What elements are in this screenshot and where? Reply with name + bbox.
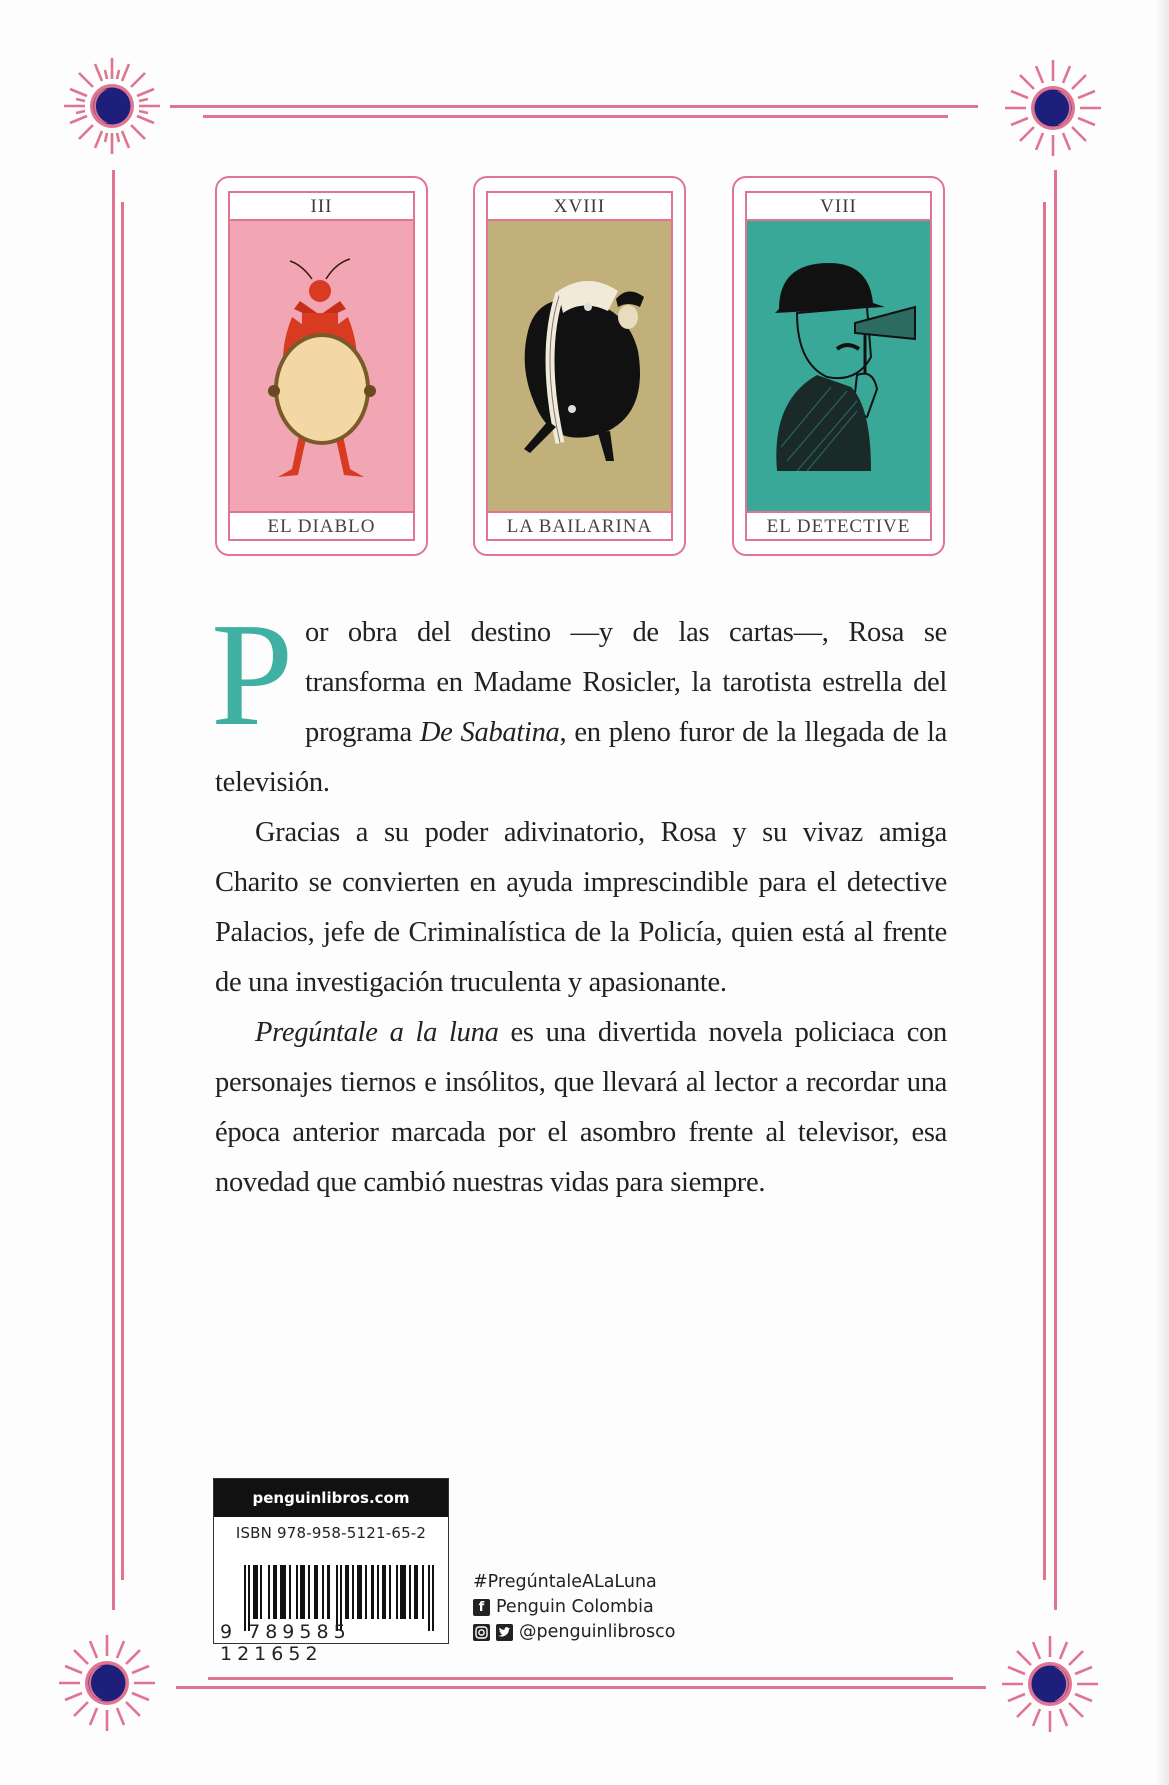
left-border-line-inner xyxy=(121,202,124,1580)
hashtag xyxy=(473,1570,675,1595)
top-border-line-outer xyxy=(170,105,978,108)
synopsis-paragraph-2: Gracias a su poder adivinatorio, Rosa y su vivaz amiga Charito se convierten en ayuda imprescindible para el detective Palacios, jefe de Criminalística de la Policía, quien está al frente de una investigación truculenta y apasionante. xyxy=(215,817,947,998)
bottom-border-line-inner xyxy=(208,1677,953,1680)
social-handle: @penguinlibrosco xyxy=(519,1622,676,1642)
tarot-card-la-bailarina xyxy=(473,176,686,556)
synopsis xyxy=(211,593,947,1208)
dancer-illustration-icon xyxy=(488,221,671,501)
instagram-icon xyxy=(473,1624,490,1641)
card-number: VIII xyxy=(747,193,930,221)
synopsis-p1-text: or obra del destino —y de las cartas—, Rosa se transforma en Madame Rosicler, la tarotista estrella del programa xyxy=(305,617,947,748)
facebook-icon: f xyxy=(473,1599,490,1616)
synopsis-p3-text: es una divertida novela policiaca con personajes tiernos e insólitos, que llevará al lector a recordar una época anterior marcada por el asombro frente al televisor, esa novedad que cambió nuestras vidas para siempre. xyxy=(215,1017,947,1198)
isbn-number: ISBN 978-958-5121-65-2 xyxy=(235,1524,427,1542)
right-border-line-inner xyxy=(1043,202,1046,1580)
card-name: LA BAILARINA xyxy=(488,511,671,539)
isbn-barcode-block xyxy=(213,1478,449,1665)
card-name: EL DETECTIVE xyxy=(747,511,930,539)
left-border-line-outer xyxy=(112,170,115,1610)
sun-moon-emblem-top-right xyxy=(998,53,1108,163)
sun-moon-emblem-top-left xyxy=(57,51,167,161)
devil-illustration-icon xyxy=(230,221,413,501)
synopsis-paragraph-3 xyxy=(215,1008,947,1208)
synopsis-p1-end: , en pleno furor de la llegada de la televisión. xyxy=(215,717,947,798)
facebook-link[interactable] xyxy=(473,1595,675,1620)
facebook-label: Penguin Colombia xyxy=(496,1597,654,1617)
card-art-dancer xyxy=(488,221,671,511)
show-title: De Sabatina xyxy=(419,717,560,748)
tarot-card-el-detective xyxy=(732,176,945,556)
tarot-card-el-diablo xyxy=(215,176,428,556)
card-number: III xyxy=(230,193,413,221)
card-art-devil xyxy=(230,221,413,511)
publisher-website[interactable]: penguinlibros.com xyxy=(214,1479,448,1517)
instagram-twitter-link[interactable] xyxy=(473,1620,675,1645)
social-links xyxy=(473,1570,675,1645)
book-title: Pregúntale a la luna xyxy=(255,1017,499,1048)
synopsis-paragraph-1 xyxy=(211,593,947,808)
twitter-icon xyxy=(496,1624,513,1641)
detective-illustration-icon xyxy=(747,221,930,501)
hashtag-text: #PregúntaleALaLuna xyxy=(473,1572,657,1592)
sun-moon-emblem-bottom-left xyxy=(52,1628,162,1738)
card-name: EL DIABLO xyxy=(230,511,413,539)
card-number: XVIII xyxy=(488,193,671,221)
page-edge-shadow xyxy=(1155,0,1169,1785)
top-border-line-inner xyxy=(203,115,948,118)
sun-moon-emblem-bottom-right xyxy=(995,1629,1105,1739)
drop-cap: P xyxy=(211,593,294,757)
barcode-digits: 9 789585 121652 xyxy=(220,1621,351,1665)
bottom-border-line-outer xyxy=(176,1686,986,1689)
right-border-line-outer xyxy=(1054,170,1057,1610)
card-art-detective xyxy=(747,221,930,511)
